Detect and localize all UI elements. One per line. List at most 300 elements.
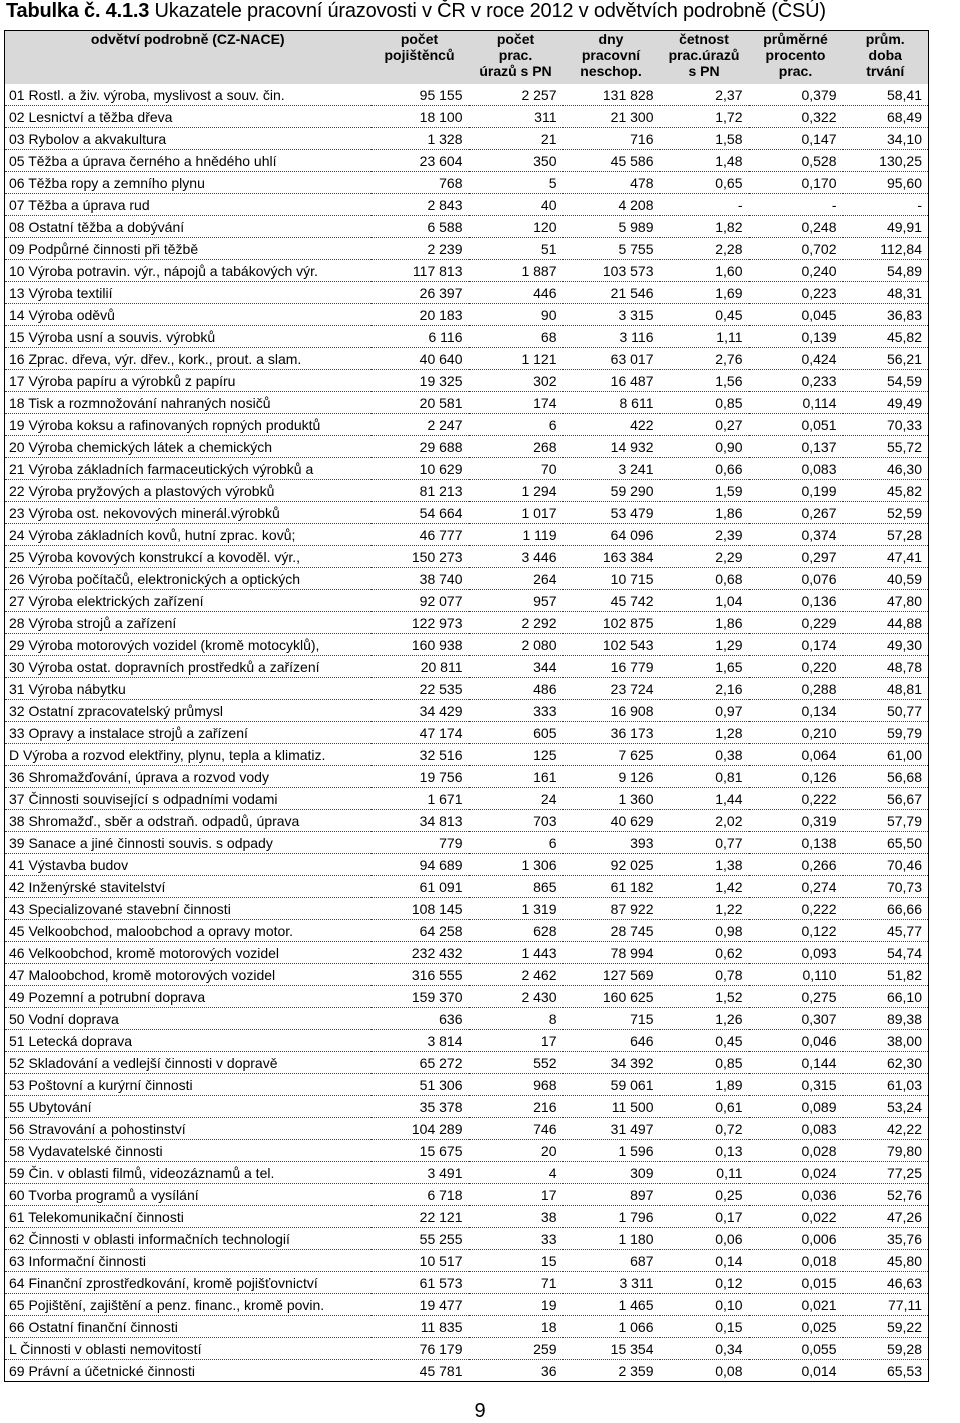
cell-injury-frequency: 0,08 bbox=[660, 1360, 749, 1382]
cell-injury-frequency: 0,45 bbox=[660, 1030, 749, 1052]
cell-injury-frequency: 1,04 bbox=[660, 590, 749, 612]
cell-average-percent: 0,233 bbox=[749, 370, 843, 392]
cell-injury-frequency: 1,86 bbox=[660, 502, 749, 524]
cell-sector-name: 28 Výroba strojů a zařízení bbox=[5, 612, 371, 634]
cell-sector-name: 05 Těžba a úprava černého a hnědého uhlí bbox=[5, 150, 371, 172]
cell-average-duration: 47,26 bbox=[843, 1206, 929, 1228]
cell-sector-name: 09 Podpůrné činnosti při těžbě bbox=[5, 238, 371, 260]
cell-average-percent: 0,240 bbox=[749, 260, 843, 282]
cell-injury-count: 968 bbox=[469, 1074, 563, 1096]
cell-average-percent: 0,147 bbox=[749, 128, 843, 150]
cell-sector-name: 03 Rybolov a akvakultura bbox=[5, 128, 371, 150]
cell-sector-name: 19 Výroba koksu a rafinovaných ropných produktů bbox=[5, 414, 371, 436]
cell-sector-name: 36 Shromažďování, úprava a rozvod vody bbox=[5, 766, 371, 788]
cell-average-duration: 40,59 bbox=[843, 568, 929, 590]
cell-average-duration: 48,81 bbox=[843, 678, 929, 700]
cell-injury-frequency: 1,44 bbox=[660, 788, 749, 810]
cell-injury-count: 1 294 bbox=[469, 480, 563, 502]
cell-sick-days: 160 625 bbox=[563, 986, 660, 1008]
table-row bbox=[5, 1360, 929, 1382]
cell-insured-count: 54 664 bbox=[371, 502, 469, 524]
table-body bbox=[5, 84, 929, 1382]
cell-average-duration: 70,33 bbox=[843, 414, 929, 436]
cell-injury-frequency: 0,10 bbox=[660, 1294, 749, 1316]
cell-injury-frequency: 0,25 bbox=[660, 1184, 749, 1206]
header-sick-days: dny pracovní neschop. bbox=[563, 31, 660, 85]
cell-injury-count: 40 bbox=[469, 194, 563, 216]
cell-average-percent: 0,134 bbox=[749, 700, 843, 722]
cell-sick-days: 21 546 bbox=[563, 282, 660, 304]
cell-sick-days: 715 bbox=[563, 1008, 660, 1030]
cell-injury-count: 24 bbox=[469, 788, 563, 810]
cell-average-duration: 49,49 bbox=[843, 392, 929, 414]
cell-average-percent: 0,275 bbox=[749, 986, 843, 1008]
cell-injury-frequency: 1,29 bbox=[660, 634, 749, 656]
cell-insured-count: 160 938 bbox=[371, 634, 469, 656]
cell-injury-count: 6 bbox=[469, 414, 563, 436]
cell-sick-days: 3 241 bbox=[563, 458, 660, 480]
cell-average-duration: 47,41 bbox=[843, 546, 929, 568]
cell-sick-days: 11 500 bbox=[563, 1096, 660, 1118]
table-row bbox=[5, 458, 929, 480]
cell-average-percent: 0,046 bbox=[749, 1030, 843, 1052]
cell-sick-days: 478 bbox=[563, 172, 660, 194]
cell-average-duration: 55,72 bbox=[843, 436, 929, 458]
table-row bbox=[5, 1118, 929, 1140]
cell-injury-count: 51 bbox=[469, 238, 563, 260]
table-row bbox=[5, 128, 929, 150]
cell-insured-count: 55 255 bbox=[371, 1228, 469, 1250]
cell-insured-count: 35 378 bbox=[371, 1096, 469, 1118]
cell-average-duration: 57,79 bbox=[843, 810, 929, 832]
cell-sector-name: 02 Lesnictví a těžba dřeva bbox=[5, 106, 371, 128]
cell-injury-frequency: 0,14 bbox=[660, 1250, 749, 1272]
cell-average-percent: 0,267 bbox=[749, 502, 843, 524]
cell-sector-name: 26 Výroba počítačů, elektronických a optických bbox=[5, 568, 371, 590]
cell-sector-name: 06 Těžba ropy a zemního plynu bbox=[5, 172, 371, 194]
cell-injury-frequency: 0,11 bbox=[660, 1162, 749, 1184]
cell-sick-days: 16 779 bbox=[563, 656, 660, 678]
cell-insured-count: 22 535 bbox=[371, 678, 469, 700]
cell-injury-frequency: 0,12 bbox=[660, 1272, 749, 1294]
cell-sector-name: 58 Vydavatelské činnosti bbox=[5, 1140, 371, 1162]
cell-injury-frequency: 2,76 bbox=[660, 348, 749, 370]
cell-average-percent: 0,222 bbox=[749, 788, 843, 810]
cell-injury-count: 1 306 bbox=[469, 854, 563, 876]
cell-average-percent: 0,114 bbox=[749, 392, 843, 414]
cell-sick-days: 3 315 bbox=[563, 304, 660, 326]
cell-sick-days: 64 096 bbox=[563, 524, 660, 546]
cell-injury-count: 70 bbox=[469, 458, 563, 480]
cell-sector-name: 50 Vodní doprava bbox=[5, 1008, 371, 1030]
cell-sick-days: 1 066 bbox=[563, 1316, 660, 1338]
cell-insured-count: 2 239 bbox=[371, 238, 469, 260]
cell-average-percent: 0,028 bbox=[749, 1140, 843, 1162]
cell-sick-days: 34 392 bbox=[563, 1052, 660, 1074]
cell-injury-frequency: 0,38 bbox=[660, 744, 749, 766]
cell-injury-frequency: 0,06 bbox=[660, 1228, 749, 1250]
cell-sick-days: 3 116 bbox=[563, 326, 660, 348]
cell-injury-count: 1 887 bbox=[469, 260, 563, 282]
cell-sick-days: 92 025 bbox=[563, 854, 660, 876]
cell-average-duration: 51,82 bbox=[843, 964, 929, 986]
cell-sector-name: L Činnosti v oblasti nemovitostí bbox=[5, 1338, 371, 1360]
cell-sick-days: 36 173 bbox=[563, 722, 660, 744]
cell-average-percent: 0,138 bbox=[749, 832, 843, 854]
cell-sector-name: 66 Ostatní finanční činnosti bbox=[5, 1316, 371, 1338]
cell-average-duration: 112,84 bbox=[843, 238, 929, 260]
cell-average-duration: 45,80 bbox=[843, 1250, 929, 1272]
page-number: 9 bbox=[474, 1400, 486, 1422]
cell-average-percent: 0,014 bbox=[749, 1360, 843, 1382]
cell-injury-frequency: 1,82 bbox=[660, 216, 749, 238]
cell-injury-frequency: 0,77 bbox=[660, 832, 749, 854]
cell-insured-count: 10 629 bbox=[371, 458, 469, 480]
cell-injury-count: 350 bbox=[469, 150, 563, 172]
cell-injury-frequency: 0,66 bbox=[660, 458, 749, 480]
table-row bbox=[5, 964, 929, 986]
cell-injury-frequency: 0,15 bbox=[660, 1316, 749, 1338]
table-number: Tabulka č. 4.1.3 bbox=[6, 0, 150, 22]
cell-insured-count: 117 813 bbox=[371, 260, 469, 282]
cell-injury-frequency: 0,13 bbox=[660, 1140, 749, 1162]
cell-average-percent: 0,223 bbox=[749, 282, 843, 304]
table-row bbox=[5, 1228, 929, 1250]
header-sector: odvětví podrobně (CZ-NACE) bbox=[5, 31, 371, 85]
table-row bbox=[5, 942, 929, 964]
cell-average-percent: 0,139 bbox=[749, 326, 843, 348]
cell-average-duration: 45,77 bbox=[843, 920, 929, 942]
cell-injury-count: 17 bbox=[469, 1184, 563, 1206]
cell-insured-count: 2 247 bbox=[371, 414, 469, 436]
cell-sick-days: 2 359 bbox=[563, 1360, 660, 1382]
table-row bbox=[5, 260, 929, 282]
cell-injury-count: 302 bbox=[469, 370, 563, 392]
cell-sick-days: 422 bbox=[563, 414, 660, 436]
cell-sick-days: 59 290 bbox=[563, 480, 660, 502]
cell-average-percent: 0,424 bbox=[749, 348, 843, 370]
cell-sick-days: 393 bbox=[563, 832, 660, 854]
cell-sector-name: 45 Velkoobchod, maloobchod a opravy motor. bbox=[5, 920, 371, 942]
cell-injury-frequency: 1,11 bbox=[660, 326, 749, 348]
header-insured-count: počet pojištěnců bbox=[371, 31, 469, 85]
cell-average-duration: 50,77 bbox=[843, 700, 929, 722]
cell-injury-count: 1 121 bbox=[469, 348, 563, 370]
cell-sector-name: 46 Velkoobchod, kromě motorových vozidel bbox=[5, 942, 371, 964]
cell-insured-count: 26 397 bbox=[371, 282, 469, 304]
cell-average-percent: 0,045 bbox=[749, 304, 843, 326]
table-row bbox=[5, 1294, 929, 1316]
cell-average-percent: 0,122 bbox=[749, 920, 843, 942]
cell-sick-days: 5 989 bbox=[563, 216, 660, 238]
cell-injury-frequency: 1,59 bbox=[660, 480, 749, 502]
cell-injury-frequency: 0,61 bbox=[660, 1096, 749, 1118]
cell-average-duration: - bbox=[843, 194, 929, 216]
cell-insured-count: 18 100 bbox=[371, 106, 469, 128]
header-average-duration: prům. doba trvání bbox=[843, 31, 929, 85]
cell-sick-days: 1 180 bbox=[563, 1228, 660, 1250]
cell-average-duration: 68,49 bbox=[843, 106, 929, 128]
table-row bbox=[5, 612, 929, 634]
table-row bbox=[5, 568, 929, 590]
cell-average-percent: 0,220 bbox=[749, 656, 843, 678]
cell-average-percent: 0,288 bbox=[749, 678, 843, 700]
table-row bbox=[5, 788, 929, 810]
table-row bbox=[5, 502, 929, 524]
cell-injury-count: 4 bbox=[469, 1162, 563, 1184]
cell-average-percent: 0,006 bbox=[749, 1228, 843, 1250]
cell-injury-frequency: 2,02 bbox=[660, 810, 749, 832]
cell-sector-name: 62 Činnosti v oblasti informačních technologií bbox=[5, 1228, 371, 1250]
cell-injury-frequency: 1,69 bbox=[660, 282, 749, 304]
cell-sector-name: 63 Informační činnosti bbox=[5, 1250, 371, 1272]
cell-average-percent: 0,248 bbox=[749, 216, 843, 238]
cell-average-duration: 130,25 bbox=[843, 150, 929, 172]
cell-average-duration: 45,82 bbox=[843, 480, 929, 502]
cell-injury-count: 344 bbox=[469, 656, 563, 678]
cell-injury-count: 2 080 bbox=[469, 634, 563, 656]
cell-sector-name: D Výroba a rozvod elektřiny, plynu, tepla a klimatiz. bbox=[5, 744, 371, 766]
cell-average-duration: 89,38 bbox=[843, 1008, 929, 1030]
cell-sector-name: 55 Ubytování bbox=[5, 1096, 371, 1118]
cell-injury-count: 311 bbox=[469, 106, 563, 128]
cell-average-duration: 70,46 bbox=[843, 854, 929, 876]
cell-injury-frequency: 2,39 bbox=[660, 524, 749, 546]
cell-average-duration: 56,67 bbox=[843, 788, 929, 810]
cell-sector-name: 27 Výroba elektrických zařízení bbox=[5, 590, 371, 612]
cell-insured-count: 51 306 bbox=[371, 1074, 469, 1096]
table-row bbox=[5, 1162, 929, 1184]
table-row bbox=[5, 282, 929, 304]
cell-sick-days: 31 497 bbox=[563, 1118, 660, 1140]
cell-injury-count: 90 bbox=[469, 304, 563, 326]
cell-injury-frequency: - bbox=[660, 194, 749, 216]
table-row bbox=[5, 854, 929, 876]
cell-insured-count: 95 155 bbox=[371, 84, 469, 106]
cell-insured-count: 2 843 bbox=[371, 194, 469, 216]
cell-insured-count: 232 432 bbox=[371, 942, 469, 964]
table-title bbox=[6, 0, 826, 23]
table-row bbox=[5, 1030, 929, 1052]
cell-insured-count: 11 835 bbox=[371, 1316, 469, 1338]
cell-average-percent: 0,274 bbox=[749, 876, 843, 898]
cell-insured-count: 6 116 bbox=[371, 326, 469, 348]
cell-average-duration: 35,76 bbox=[843, 1228, 929, 1250]
cell-average-percent: 0,374 bbox=[749, 524, 843, 546]
cell-average-percent: 0,022 bbox=[749, 1206, 843, 1228]
cell-insured-count: 23 604 bbox=[371, 150, 469, 172]
cell-sector-name: 24 Výroba základních kovů, hutní zprac. kovů; bbox=[5, 524, 371, 546]
cell-injury-count: 2 292 bbox=[469, 612, 563, 634]
cell-average-duration: 42,22 bbox=[843, 1118, 929, 1140]
cell-injury-frequency: 1,48 bbox=[660, 150, 749, 172]
cell-injury-count: 1 443 bbox=[469, 942, 563, 964]
table-row bbox=[5, 524, 929, 546]
cell-sector-name: 56 Stravování a pohostinství bbox=[5, 1118, 371, 1140]
header-injury-frequency: četnost prac.úrazů s PN bbox=[660, 31, 749, 85]
cell-sector-name: 42 Inženýrské stavitelství bbox=[5, 876, 371, 898]
cell-average-duration: 49,30 bbox=[843, 634, 929, 656]
cell-sick-days: 21 300 bbox=[563, 106, 660, 128]
table-row bbox=[5, 194, 929, 216]
cell-average-duration: 44,88 bbox=[843, 612, 929, 634]
injury-statistics-table bbox=[4, 30, 929, 1382]
cell-average-percent: - bbox=[749, 194, 843, 216]
cell-insured-count: 3 491 bbox=[371, 1162, 469, 1184]
cell-insured-count: 38 740 bbox=[371, 568, 469, 590]
table-row bbox=[5, 1184, 929, 1206]
cell-sick-days: 309 bbox=[563, 1162, 660, 1184]
cell-sick-days: 8 611 bbox=[563, 392, 660, 414]
cell-insured-count: 47 174 bbox=[371, 722, 469, 744]
table-row bbox=[5, 238, 929, 260]
cell-injury-count: 17 bbox=[469, 1030, 563, 1052]
cell-insured-count: 22 121 bbox=[371, 1206, 469, 1228]
cell-sick-days: 40 629 bbox=[563, 810, 660, 832]
cell-sick-days: 1 796 bbox=[563, 1206, 660, 1228]
cell-insured-count: 94 689 bbox=[371, 854, 469, 876]
cell-sick-days: 14 932 bbox=[563, 436, 660, 458]
cell-sector-name: 20 Výroba chemických látek a chemických bbox=[5, 436, 371, 458]
cell-injury-count: 259 bbox=[469, 1338, 563, 1360]
cell-average-percent: 0,222 bbox=[749, 898, 843, 920]
cell-sector-name: 39 Sanace a jiné činnosti souvis. s odpady bbox=[5, 832, 371, 854]
cell-injury-count: 446 bbox=[469, 282, 563, 304]
cell-average-percent: 0,093 bbox=[749, 942, 843, 964]
cell-injury-count: 36 bbox=[469, 1360, 563, 1382]
table-row bbox=[5, 1206, 929, 1228]
cell-insured-count: 20 581 bbox=[371, 392, 469, 414]
table-row bbox=[5, 150, 929, 172]
table-row bbox=[5, 1074, 929, 1096]
cell-sick-days: 103 573 bbox=[563, 260, 660, 282]
cell-injury-count: 71 bbox=[469, 1272, 563, 1294]
cell-injury-count: 161 bbox=[469, 766, 563, 788]
cell-average-percent: 0,076 bbox=[749, 568, 843, 590]
cell-sector-name: 33 Opravy a instalace strojů a zařízení bbox=[5, 722, 371, 744]
cell-injury-count: 2 462 bbox=[469, 964, 563, 986]
cell-insured-count: 34 429 bbox=[371, 700, 469, 722]
cell-average-percent: 0,319 bbox=[749, 810, 843, 832]
table-row bbox=[5, 920, 929, 942]
header-row bbox=[5, 31, 929, 85]
cell-sick-days: 10 715 bbox=[563, 568, 660, 590]
cell-injury-count: 8 bbox=[469, 1008, 563, 1030]
cell-sector-name: 29 Výroba motorových vozidel (kromě motocyklů), bbox=[5, 634, 371, 656]
cell-injury-count: 174 bbox=[469, 392, 563, 414]
cell-average-percent: 0,137 bbox=[749, 436, 843, 458]
cell-injury-count: 125 bbox=[469, 744, 563, 766]
cell-average-percent: 0,702 bbox=[749, 238, 843, 260]
cell-injury-frequency: 1,60 bbox=[660, 260, 749, 282]
cell-sick-days: 127 569 bbox=[563, 964, 660, 986]
table-row bbox=[5, 480, 929, 502]
cell-sick-days: 45 586 bbox=[563, 150, 660, 172]
cell-insured-count: 64 258 bbox=[371, 920, 469, 942]
cell-average-percent: 0,051 bbox=[749, 414, 843, 436]
cell-injury-frequency: 1,28 bbox=[660, 722, 749, 744]
cell-insured-count: 29 688 bbox=[371, 436, 469, 458]
table-row bbox=[5, 392, 929, 414]
table-row bbox=[5, 326, 929, 348]
cell-insured-count: 636 bbox=[371, 1008, 469, 1030]
cell-sick-days: 4 208 bbox=[563, 194, 660, 216]
cell-insured-count: 20 811 bbox=[371, 656, 469, 678]
cell-average-percent: 0,170 bbox=[749, 172, 843, 194]
table-row bbox=[5, 766, 929, 788]
cell-average-percent: 0,021 bbox=[749, 1294, 843, 1316]
cell-sick-days: 716 bbox=[563, 128, 660, 150]
cell-sector-name: 51 Letecká doprava bbox=[5, 1030, 371, 1052]
cell-sector-name: 61 Telekomunikační činnosti bbox=[5, 1206, 371, 1228]
cell-injury-frequency: 0,85 bbox=[660, 392, 749, 414]
cell-injury-frequency: 0,62 bbox=[660, 942, 749, 964]
cell-injury-frequency: 0,78 bbox=[660, 964, 749, 986]
header-average-percent: průměrné procento prac. bbox=[749, 31, 843, 85]
cell-insured-count: 20 183 bbox=[371, 304, 469, 326]
table-row bbox=[5, 304, 929, 326]
cell-injury-frequency: 1,86 bbox=[660, 612, 749, 634]
cell-average-duration: 61,00 bbox=[843, 744, 929, 766]
cell-insured-count: 19 325 bbox=[371, 370, 469, 392]
cell-average-duration: 62,30 bbox=[843, 1052, 929, 1074]
cell-average-duration: 66,10 bbox=[843, 986, 929, 1008]
cell-injury-frequency: 1,72 bbox=[660, 106, 749, 128]
cell-sector-name: 47 Maloobchod, kromě motorových vozidel bbox=[5, 964, 371, 986]
cell-sector-name: 59 Čin. v oblasti filmů, videozáznamů a tel. bbox=[5, 1162, 371, 1184]
cell-average-duration: 38,00 bbox=[843, 1030, 929, 1052]
cell-sick-days: 63 017 bbox=[563, 348, 660, 370]
cell-average-duration: 46,30 bbox=[843, 458, 929, 480]
cell-insured-count: 108 145 bbox=[371, 898, 469, 920]
cell-sector-name: 41 Výstavba budov bbox=[5, 854, 371, 876]
cell-sick-days: 131 828 bbox=[563, 84, 660, 106]
cell-injury-count: 5 bbox=[469, 172, 563, 194]
cell-sick-days: 102 543 bbox=[563, 634, 660, 656]
cell-insured-count: 768 bbox=[371, 172, 469, 194]
table-row bbox=[5, 700, 929, 722]
cell-average-duration: 70,73 bbox=[843, 876, 929, 898]
cell-injury-count: 68 bbox=[469, 326, 563, 348]
cell-injury-frequency: 0,17 bbox=[660, 1206, 749, 1228]
cell-injury-count: 486 bbox=[469, 678, 563, 700]
cell-sector-name: 07 Těžba a úprava rud bbox=[5, 194, 371, 216]
cell-average-duration: 54,74 bbox=[843, 942, 929, 964]
cell-injury-count: 2 430 bbox=[469, 986, 563, 1008]
cell-average-percent: 0,064 bbox=[749, 744, 843, 766]
cell-sick-days: 61 182 bbox=[563, 876, 660, 898]
table-row bbox=[5, 370, 929, 392]
table-row bbox=[5, 876, 929, 898]
cell-sector-name: 65 Pojištění, zajištění a penz. financ., kromě povin. bbox=[5, 1294, 371, 1316]
cell-sick-days: 28 745 bbox=[563, 920, 660, 942]
cell-injury-frequency: 0,98 bbox=[660, 920, 749, 942]
cell-average-percent: 0,144 bbox=[749, 1052, 843, 1074]
cell-average-percent: 0,018 bbox=[749, 1250, 843, 1272]
cell-average-percent: 0,024 bbox=[749, 1162, 843, 1184]
cell-injury-frequency: 1,42 bbox=[660, 876, 749, 898]
cell-average-percent: 0,229 bbox=[749, 612, 843, 634]
cell-injury-count: 3 446 bbox=[469, 546, 563, 568]
cell-sick-days: 23 724 bbox=[563, 678, 660, 700]
cell-average-percent: 0,036 bbox=[749, 1184, 843, 1206]
cell-average-percent: 0,126 bbox=[749, 766, 843, 788]
cell-average-duration: 59,22 bbox=[843, 1316, 929, 1338]
cell-sector-name: 60 Tvorba programů a vysílání bbox=[5, 1184, 371, 1206]
cell-sector-name: 01 Rostl. a živ. výroba, myslivost a souv. čin. bbox=[5, 84, 371, 106]
cell-sector-name: 52 Skladování a vedlejší činnosti v dopravě bbox=[5, 1052, 371, 1074]
cell-average-duration: 65,50 bbox=[843, 832, 929, 854]
